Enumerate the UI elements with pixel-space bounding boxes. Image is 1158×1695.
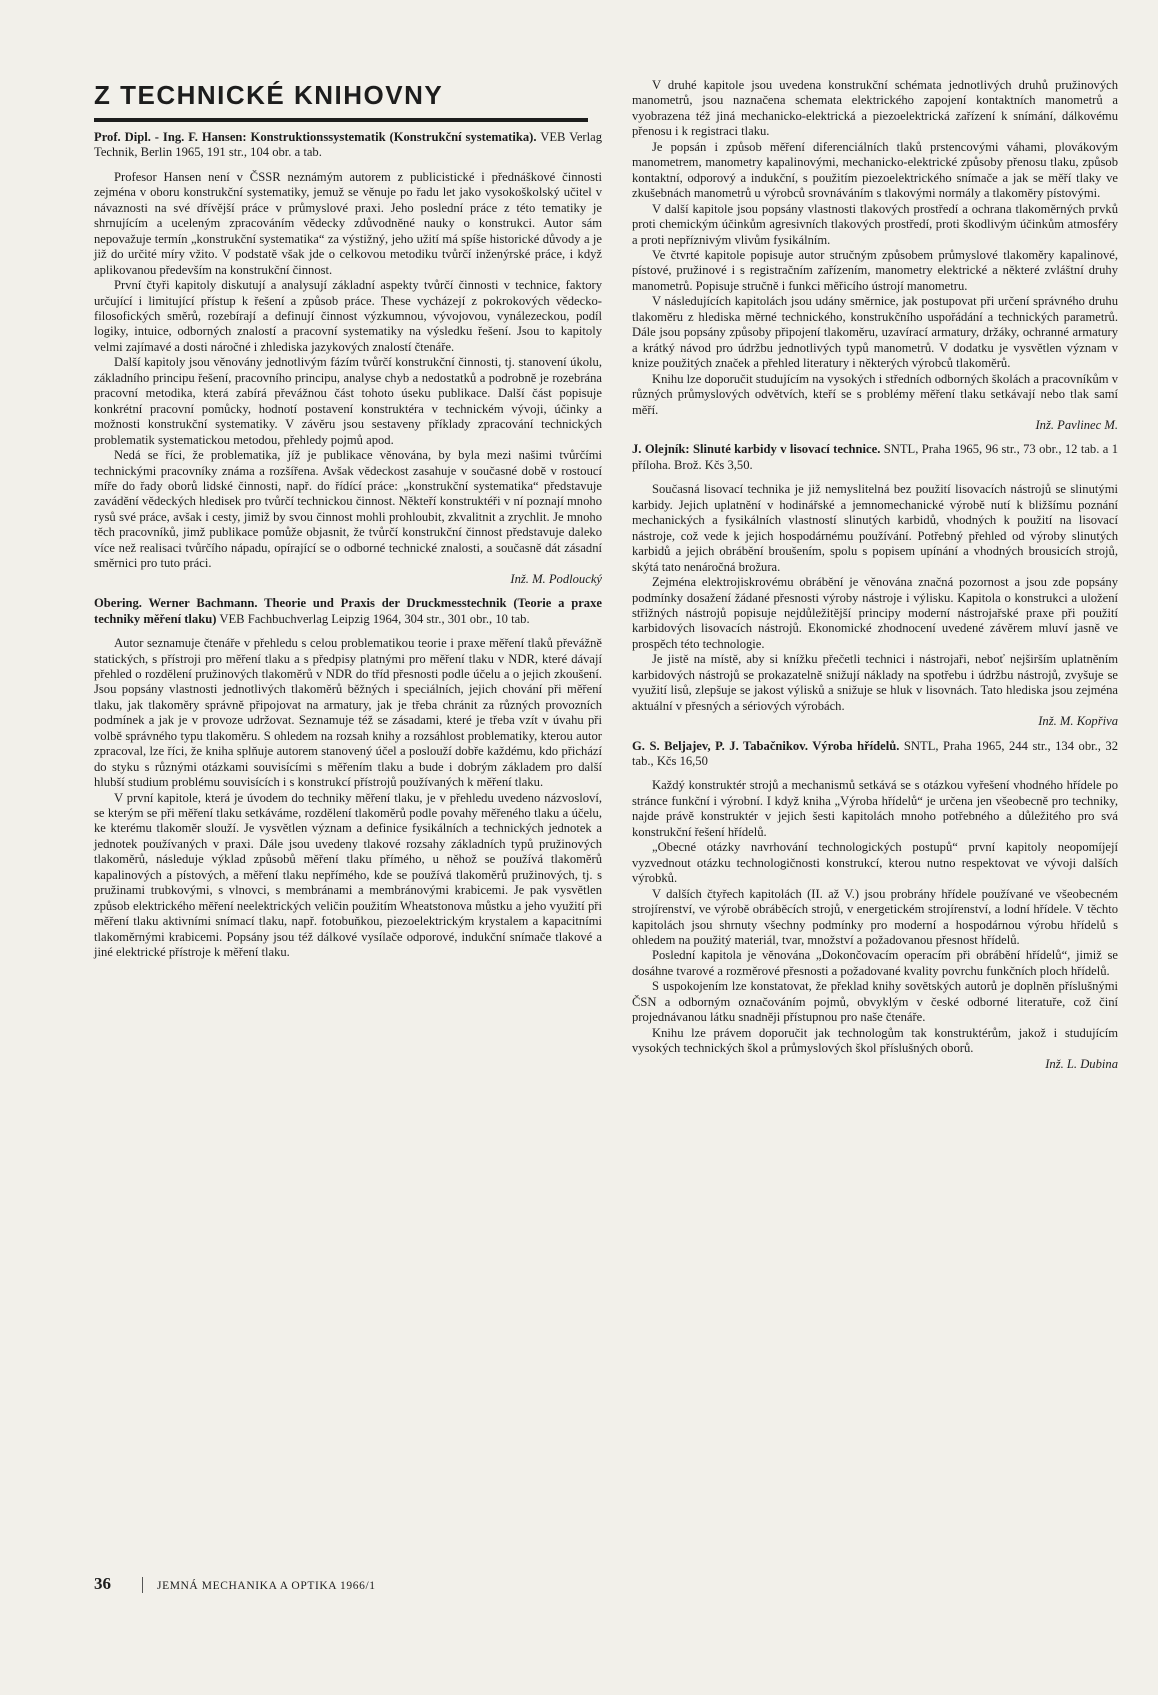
citation-author-title: J. Olejník: Slinuté karbidy v lisovací technice. xyxy=(632,442,881,457)
review-signature: Inž. L. Dubina xyxy=(1045,1056,1118,1071)
book-review xyxy=(94,596,602,960)
review-citation xyxy=(94,596,602,627)
review-paragraph: V druhé kapitole jsou uvedena konstrukční schémata jednotlivých druhů pružinových manometrů, jsou naznačena schemata elektrického zapojení kontaktních manometrů a vyobrazena též jiná mechanicko-elektrická a piezoelektrická zařízení k snímání, dálkovému přenosu i k registraci tlaku. xyxy=(632,78,1118,139)
review-paragraph: Každý konstruktér strojů a mechanismů setkává se s otázkou vyřešení vhodného hřídele po stránce funkční i výrobní. I když kniha „Výroba hřídelů“ je určena jen všeobecně pro techniky, najde právě konstruktér v jejich šesti kapitolách mnoho potřebného a důležitého pro svá konstrukční řešení hřídelů. xyxy=(632,778,1118,839)
citation-publisher: VEB Fachbuchverlag Leipzig 1964, 304 str., 301 obr., 10 tab. xyxy=(216,611,530,626)
review-paragraph: Zejména elektrojiskrovému obrábění je věnována značná pozornost a jsou zde popsány podmínky dosažení žádané přesnosti výroby nástroje i výlisku. Kapitola o konstrukci a uložení střižných nástrojů popisuje nejdůležitější principy moderní nástrojařské praxe při použití karbidových lisovacích nástrojů. Ekonomické zhodnocení uvedené závěrem mluví jasně ve prospěch této technologie. xyxy=(632,575,1118,651)
book-review xyxy=(632,739,1118,1073)
review-paragraph: Současná lisovací technika je již nemyslitelná bez použití lisovacích nástrojů se slinutými karbidy. Jejich uplatnění v hodinářské a jemnomechanické výrobě nutí k bližšímu poznání mechanických a fysikálních vlastností slinutých karbidů, vhodných k použití na lisovací nástroje, což vede k jejich hospodárnému používání. Potřebný přehled od výroby slinutých karbidů a jejich obrábění broušením, spolu s popisem upínání a vhodných brousicích strojů, skýtá tato nenáročná brožura. xyxy=(632,482,1118,574)
right-column xyxy=(632,78,1118,1072)
review-paragraph: Knihu lze právem doporučit jak technologům tak konstruktérům, jakož i studujícím vysokých technických škol a průmyslových škol příslušných oborů. xyxy=(632,1025,1118,1056)
citation-author-title: Obering. Werner Bachmann. Theorie und Praxis der Druckmesstechnik (Teorie a praxe techniky měření tlaku) xyxy=(94,596,602,626)
review-paragraph: Profesor Hansen není v ČSSR neznámým autorem z publicistické i přednáškové činnosti zejména v oboru konstrukční systematiky, jemuž se věnuje po řadu let jako vysokoškolský učitel v návaznosti na své dřívější práce v průmyslové praxi. Jeho poslední práce z této tematiky je shrnujícím a uceleným zpracováním vědecky zdůvodněné nauky o konstrukci. Autor sám nepovažuje termín „konstrukční systematika“ za výstižný, jeho užití má spíše historické důvody a je již do určité míry vžito. V podstatě však jde o celkovou metodiku tvůrčí inženýrské práce, i když aplikovanou především na konstrukční činnost. xyxy=(94,169,602,277)
page-footer xyxy=(94,1574,376,1594)
review-paragraph: V následujících kapitolách jsou udány směrnice, jak postupovat při určení správného druhu tlakoměru z hlediska měrné technického, konstrukčního uspořádání a technických parametrů. Dále jsou popsány způsoby připojení tlakoměru, uzavírací armatury, držáky, ochranné armatury a krátký návod pro údržbu jednotlivých typů manometrů. V dodatku je vysvětlen význam v knize použitých značek a přehled literatury i některých výrobců tlakoměrů. xyxy=(632,294,1118,371)
left-column xyxy=(94,78,602,961)
review-paragraph: Ve čtvrté kapitole popisuje autor stručným způsobem průmyslové tlakoměry kapalinové, pístové, pružinové i s registračním zařízením, manometry elektrické a některé zvláštní druhy manometrů. Popisuje stručně i funkci měřicího ústrojí manometru. xyxy=(632,247,1118,293)
book-review xyxy=(632,442,1118,729)
review-citation xyxy=(632,442,1118,473)
book-review xyxy=(94,130,602,587)
review-signature: Inž. M. Kopřiva xyxy=(1038,714,1118,729)
review-paragraph: V dalších čtyřech kapitolách (II. až V.) jsou probrány hřídele používané ve všeobecném strojírenství, ve výrobě obráběcích strojů, v energetickém strojírenství, a lodní hřídele. V těchto kapitolách jsou shrnuty všechny podmínky pro moderní a hospodárnou výrobu hřídelů s ohledem na použitý materiál, tvar, množství a požadovanou přesnost hřídelů. xyxy=(632,886,1118,948)
citation-author-title: G. S. Beljajev, P. J. Tabačnikov. Výroba hřídelů. xyxy=(632,738,900,753)
review-paragraph: S uspokojením lze konstatovat, že překlad knihy sovětských autorů je doplněn příslušnými ČSN a odborným označováním pojmů, obvyklým v české odborné literatuře, což činí projednávanou látku snadněji přístupnou pro naše čtenáře. xyxy=(632,979,1118,1025)
review-paragraph: První čtyři kapitoly diskutují a analysují základní aspekty tvůrčí činnosti v technice, faktory určující i limitující přístup k řešení a způsob práce. These vycházejí z pokrokových vědecko-filosofických směrů, rozebírají a definují činnost výzkumnou, vývojovou, vynálezeckou, podíl logiky, intuice, odborných znalostí a pracovní systematiky na výsledku řešení. Jsou to kapitoly velmi zajímavé a dosti náročné i zhlediska jazykových znalostí čtenáře. xyxy=(94,278,602,354)
left-column-body xyxy=(94,130,602,961)
book-review xyxy=(632,78,1118,433)
review-paragraph: Je popsán i způsob měření diferenciálních tlaků prstencovými váhami, plovákovým manometrem, manometry kapalinovými, mechanicko-elektrické způsoby přenosu tlaku, způsob kontaktní, odporový a indukční, s použitím piezoelektrického snímače a jak se měří tlaky ve zkušebnách manometrů u výrobců srovnáváním s tlakovými normály a tlakoměry pístovými. xyxy=(632,139,1118,201)
review-citation xyxy=(94,130,602,161)
citation-author-title: Prof. Dipl. - Ing. F. Hansen: Konstruktionssystematik (Konstrukční systematika). xyxy=(94,130,537,144)
review-signature: Inž. M. Podloucký xyxy=(510,571,602,586)
review-paragraph: Je jistě na místě, aby si knížku přečetli technici i nástrojaři, neboť nejširším uplatněním karbidových nástrojů se prokazatelně snižují náklady na spotřebu i údržbu nástrojů, zvyšuje se využití lisů, zlepšuje se jakost výlisků a snižuje se hluk v lisovnách. Tato hlediska jsou zejména aktuální v přesných a sériových výrobách. xyxy=(632,652,1118,713)
review-paragraph: Knihu lze doporučit studujícím na vysokých i středních odborných školách a pracovníkům v různých průmyslových odvětvích, kteří se s problémy měření tlaku setkávají nebo tlak samí měří. xyxy=(632,371,1118,417)
review-paragraph: V další kapitole jsou popsány vlastnosti tlakových prostředí a ochrana tlakoměrných prvků proti chemickým účinkům agresivních tlakových prostředí, proti škodlivým účinkům atmosféry a proti nepříznivým vlivům fysikálním. xyxy=(632,201,1118,247)
footer-separator xyxy=(142,1577,143,1593)
review-paragraph: Autor seznamuje čtenáře v přehledu s celou problematikou teorie i praxe měření tlaků převážně statických, s přístroji pro měření tlaku a s předpisy platnými pro měření tlaku v NDR, které dávají přehled o rozdělení pružinových tlakoměrů v NDR do tříd přesnosti podle účelu a o jejich zkoušení. Jsou popsány vlastnosti jednotlivých tlakoměrů běžných i speciálních, jejich chování při měření tlaku, jak tlakoměry správně připojovat na armatury, jak je třeba chránit za různých provozních podmínek a jak je v provoze udržovat. Seznamuje též se zásadami, které je třeba vzít v úvahu při volbě správného typu tlakoměru. S ohledem na rozsah knihy a rozsáhlost problematiky, kterou autor zpracoval, lze říci, že kniha splňuje autorem stanovený účel a poslouží dobře každému, kdo přichází do styku s různými otázkami souvisícími s měřením tlaku a bude i dobrým základem pro další hlubší studium problému souvisících i s konstrukcí přístrojů používaných k měření tlaku. xyxy=(94,636,602,790)
citation-publisher: SNTL, Praha 1965, 96 str., 73 obr., 12 tab. a 1 příloha. Brož. Kčs 3,50. xyxy=(632,442,1119,472)
journal-name: JEMNÁ MECHANIKA A OPTIKA 1966/1 xyxy=(157,1580,376,1592)
review-paragraph: Nedá se říci, že problematika, jíž je publikace věnována, by byla mezi našimi tvůrčími technickými pracovníky známa a rozšířena. Avšak vědeckost zasahuje v současné době v rostoucí míře do řady oborů lidské činnosti, např. do řídící práce: „konstrukční systematika“ představuje zavádění vědeckých hledisek pro tvůrčí technickou činnost. Někteří konstruktéři v ní poznají mnoho rysů své práce, avšak i cesty, jimiž by svou činnost mohli prohloubit, zkvalitnit a zrychlit. Je mnoho těch pracovníků, jimž publikace pomůže objasnit, že tvůrčí konstrukční činnost představuje daleko více než realisaci tvůrčího nápadu, opírající se o odborné technické znalosti, a současně dát zásadní směrnici pro tuto práci. xyxy=(94,448,602,571)
page-number: 36 xyxy=(94,1574,111,1593)
review-paragraph: V první kapitole, která je úvodem do techniky měření tlaku, je v přehledu uvedeno názvosloví, se kterým se při měření tlaku setkáváme, rozdělení tlakoměrů podle povahy měřeného tlaku a účelu, ke kterému tlakoměr slouží. Je vysvětlen význam a definice fysikálních a technických jednotek a jednotek používaných v praxi. Dále jsou uvedeny tlakové rozsahy základních typů pružinových tlakoměrů, následuje výklad způsobů měření tlaku přímého, u něhož se používá tlakoměrů kapalinových a pístových, a měření tlaku nepřímého, kde se používá tlakoměrů pružinových, tj. s pružinami trubkovými, s vlnovci, s membránami a membránovými krabicemi. Je pak vysvětlen způsob elektrického měření neelektrických veličin použitím Wheatstonova můstku a jeho využití při měření tlaku aktivními snímací tlaku, např. fotobuňkou, piezoelektrickým krystalem a kapacitními tlakoměrnými krabicemi. Popsány jsou též dálkové vysílače odporové, indukční snímače tlakové a jiné elektrické přístroje k měření tlaku. xyxy=(94,790,602,960)
citation-publisher: SNTL, Praha 1965, 244 str., 134 obr., 32 tab., Kčs 16,50 xyxy=(632,738,1119,769)
right-column-body xyxy=(632,78,1118,1072)
review-paragraph: Další kapitoly jsou věnovány jednotlivým fázím tvůrčí konstrukční činnosti, tj. stanovení úkolu, základního principu řešení, pracovního principu, analyse chyb a nedostatků a podrobně je rozebrána pracovní metodika, která zabírá převážnou část tohoto úseku publikace. Další část popisuje konkrétní pracovní pomůcky, hodnotí postavení konstruktéra v technickém vývoji, účinky a možnosti konstrukční systematiky. V závěru jsou sestaveny příklady zpracování technických problematik systematickou metodou, přehledy pojmů apod. xyxy=(94,355,602,447)
review-signature: Inž. Pavlinec M. xyxy=(1035,417,1118,432)
review-paragraph: Poslední kapitola je věnována „Dokončovacím operacím při obrábění hřídelů“, jimiž se dosáhne tvarové a rozměrové přesnosti a požadované kvality povrchu funkčních ploch hřídelů. xyxy=(632,948,1118,978)
section-title: Z TECHNICKÉ KNIHOVNY xyxy=(94,80,588,122)
citation-publisher: VEB Verlag Technik, Berlin 1965, 191 str., 104 obr. a tab. xyxy=(94,130,602,160)
review-paragraph: „Obecné otázky navrhování technologických postupů“ první kapitoly neopomíjejí vyzvednout otázku technologičnosti konstrukcí, kterou nutno respektovat ve vývoji dalších výrobků. xyxy=(632,840,1118,886)
review-citation xyxy=(632,739,1118,770)
